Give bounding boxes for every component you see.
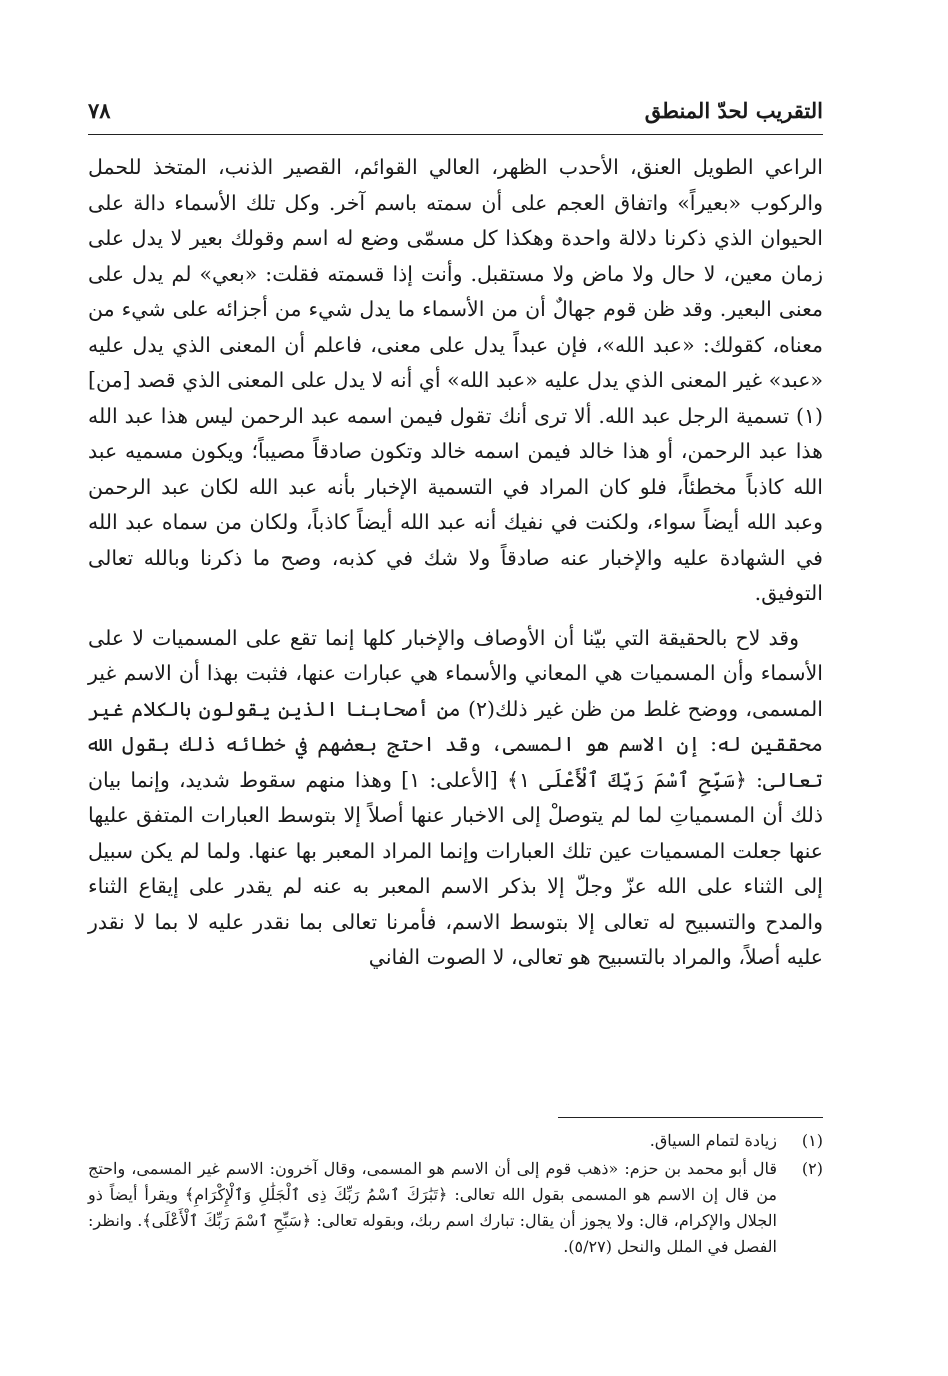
footnote-rule (558, 1117, 823, 1118)
footnote-2 (88, 1156, 823, 1260)
footnote-number: (١) (801, 1131, 823, 1150)
page-number: ٧٨ (88, 98, 111, 123)
footnote-text: قال أبو محمد بن حزم: «ذهب قوم إلى أن الاسم هو المسمى، وقال آخرون: الاسم غير المسمى، واحتج من قال إن الاسم هو المسمى بقول الله تعالى: ﴿تَبَٰرَكَ ٱسْمُ رَبِّكَ ذِى ٱلْجَلَٰلِ وَٱلْإِكْرَامِ﴾ ويقرأ أيضاً ذو الجلال والإكرام، قال: ولا يجوز أن يقال: تبارك اسم ربك، وبقوله تعالى: ﴿سَبِّحِ ٱسْمَ رَبِّكَ ٱلْأَعْلَى﴾. وانظر: الفصل في الملل والنحل (٥/٢٧). (88, 1159, 777, 1256)
footnote-1 (88, 1128, 823, 1154)
footnote-number: (٢) (801, 1159, 823, 1178)
footnotes (88, 1128, 823, 1262)
paragraph-2: وقد لاح بالحقيقة التي بيّنا أن الأوصاف والإخبار كلها إنما تقع على المسميات لا على الأسماء وأن المسميات هي المعاني والأسماء هي عبارات عنها، فثبت بهذا أن الاسم غير المسمى، ووضح غلط من ظن غير ذلك(٢) من أصحابنا الذين يقولون بالكلام غير محققين له: إن الاسم هو المسمى، وقد احتج بعضهم في خطائه ذلك بقول الله تعالى: ﴿سَبِّحِ ٱسْمَ رَبِّكَ ٱلْأَعْلَى ١﴾ [الأعلى: ١] وهذا منهم سقوط شديد، وإنما بيان ذلك أن المسمياتِ لما لم يتوصلْ إلى الاخبار عنها أصلاً إلا بتوسط العبارات المتفق عليها عنها جعلت المسميات عين تلك العبارات وإنما المراد المعبر بها عنها. ولما لم يكن سبيل إلى الثناء على الله عزّ وجلّ إلا بذكر الاسم المعبر به عنه لم يقدر على إيقاع الثناء والمدح والتسبيح له تعالى إلا بتوسط الاسم، فأمرنا تعالى بما نقدر عليه لا بما لا نقدر عليه أصلاً، والمراد بالتسبيح هو تعالى، لا الصوت الفاني (88, 625, 823, 969)
header-rule (88, 134, 823, 135)
running-title: التقريب لحدّ المنطق (644, 98, 823, 123)
paragraph-1: الراعي الطويل العنق، الأحدب الظهر، العالي القوائم، القصير الذنب، المتخذ للحمل والركوب «بعيراً» واتفاق العجم على أن سمته باسم آخر. وكل تلك الأسماء دالة على الحيوان الذي ذكرنا دلالة واحدة وهكذا كل مسمّى وضع له اسم وقولك بعير لا يدل على زمان معين، لا حال ولا ماض ولا مستقبل. وأنت إذا قسمته فقلت: «بعي» لم يدل على معنى البعير. وقد ظن قوم جهالٌ أن من الأسماء ما يدل شيء من أجزائه على شيء من معناه، كقولك: «عبد الله»، فإن عبداً يدل على معنى، فاعلم أن المعنى الذي يدل عليه «عبد» غير المعنى الذي يدل عليه «عبد الله» أي أنه لا يدل على المعنى الذي قصد [من](١) تسمية الرجل عبد الله. ألا ترى أنك تقول فيمن اسمه عبد الرحمن ليس هذا عبد الله هذا عبد الرحمن، أو هذا خالد فيمن اسمه خالد وتكون صادقاً مصيباً؛ ويكون مسميه عبد الله كاذباً مخطئاً، فلو كان المراد في التسمية الإخبار بأنه عبد الله لكان عبد الرحمن وعبد الله أيضاً سواء، ولكنت في نفيك أنه عبد الله أيضاً كاذباً، ولكان من سماه عبد الله في الشهادة عليه والإخبار عنه صادقاً ولا شك في كذبه، وصح ما ذكرنا وبالله تعالى التوفيق. (88, 155, 823, 605)
running-header (88, 96, 823, 136)
main-text (88, 150, 823, 976)
footnote-text: زيادة لتمام السياق. (649, 1131, 777, 1150)
